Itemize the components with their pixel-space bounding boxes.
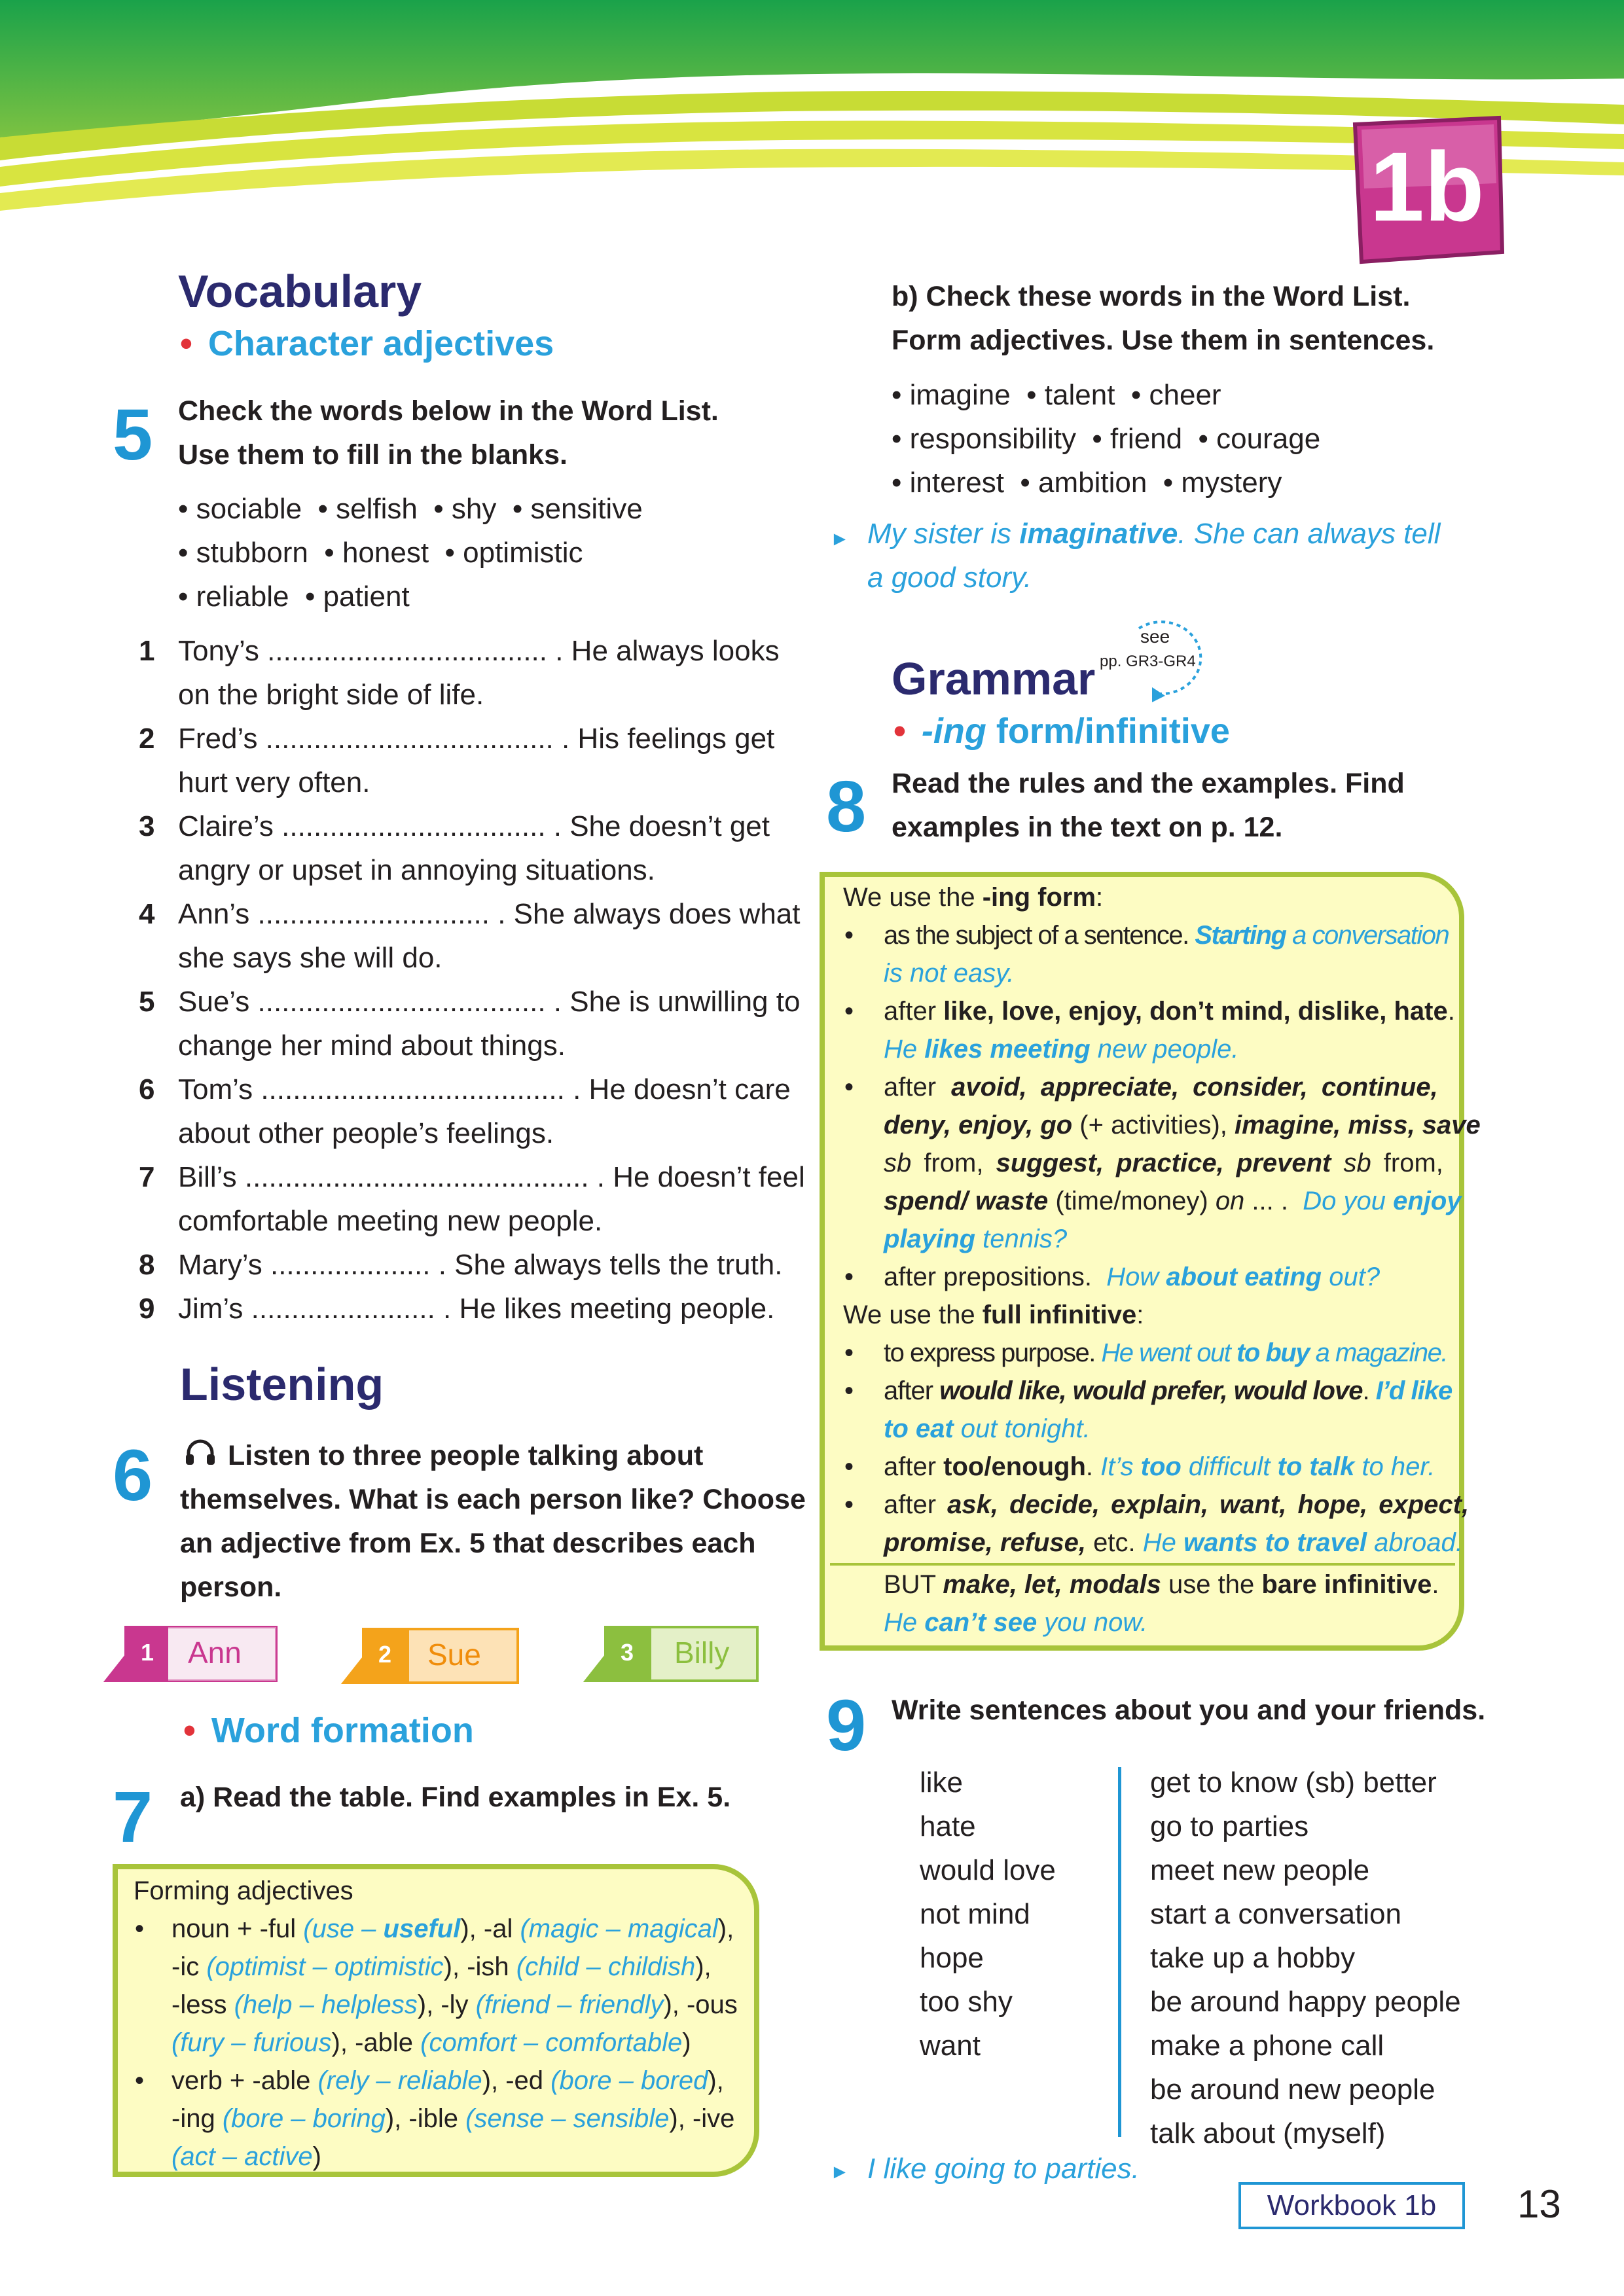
unit-label: 1b	[1369, 132, 1485, 242]
bullet: •	[135, 1914, 145, 1943]
ex5-word-list-3: • reliable • patient	[178, 581, 410, 613]
rule-line: spend/ waste (time/money) on ... . Do you enjoy	[884, 1187, 1462, 1215]
ex5-word-list-1: • sociable • selfish • shy • sensitive	[178, 493, 643, 525]
rule-line: deny, enjoy, go (+ activities), imagine, miss, save	[884, 1111, 1481, 1139]
bullet-dot: •	[893, 711, 906, 751]
item-text: Sue’s .................................... . She is unwilling to	[178, 986, 801, 1018]
list-item: like	[920, 1767, 964, 1799]
item-number: 5	[139, 986, 155, 1018]
ex7b-instruction-2: Form adjectives. Use them in sentences.	[892, 325, 1435, 356]
bullet: •	[844, 1452, 854, 1481]
item-text: about other people’s feelings.	[178, 1117, 554, 1149]
ex5-instruction-2: Use them to fill in the blanks.	[178, 439, 568, 471]
tab-number: 1	[141, 1639, 154, 1666]
ex7b-instruction-1: b) Check these words in the Word List.	[892, 281, 1411, 312]
tab-label: Billy	[674, 1636, 730, 1670]
list-item: start a conversation	[1150, 1898, 1401, 1930]
bullet: •	[844, 1073, 854, 1102]
list-item: be around new people	[1150, 2073, 1435, 2106]
item-number: 4	[139, 898, 155, 930]
example-arrow-icon: ►	[830, 2161, 850, 2183]
list-item: would love	[920, 1854, 1056, 1886]
ex6-instruction-2: themselves. What is each person like? Choose	[180, 1484, 806, 1515]
rule-line: playing tennis?	[884, 1225, 1068, 1253]
vocabulary-title: Vocabulary	[178, 266, 422, 317]
list-item: meet new people	[1150, 1854, 1370, 1886]
grammar-subtitle	[893, 713, 1230, 749]
column-divider	[1118, 1767, 1121, 2137]
box-title: Forming adjectives	[134, 1876, 353, 1905]
bullet: •	[844, 997, 854, 1026]
bullet-dot: •	[183, 1711, 196, 1750]
box-line: -ing (bore – boring), -ible (sense – sensible), -ive	[171, 2104, 735, 2133]
item-text: Tony’s ................................... . He always looks	[178, 635, 780, 667]
item-text: change her mind about things.	[178, 1030, 566, 1062]
list-item: too shy	[920, 1986, 1013, 2018]
rule-line: after ask, decide, explain, want, hope, expect,	[884, 1490, 1470, 1519]
bullet: •	[844, 1490, 854, 1519]
rule-line: sb from, suggest, practice, prevent sb from,	[884, 1149, 1443, 1177]
subtitle-text: Character adjectives	[208, 324, 554, 363]
rule-line: after prepositions. How about eating out?	[884, 1263, 1380, 1291]
tab-number: 3	[621, 1639, 634, 1666]
speaker-tab-sue[interactable]	[337, 1625, 520, 1684]
exercise-number: 9	[826, 1685, 867, 1766]
vocabulary-subtitle	[180, 326, 554, 361]
word-formation-subtitle	[183, 1713, 474, 1748]
item-number: 3	[139, 810, 155, 842]
item-text: Tom’s ...................................... . He doesn’t care	[178, 1073, 791, 1105]
workbook-reference[interactable]: Workbook 1b	[1238, 2182, 1465, 2229]
rule-line: He can’t see you now.	[884, 1608, 1148, 1637]
bullet-dot: •	[180, 324, 192, 363]
ex7b-example-2: a good story.	[867, 562, 1032, 594]
ex6-instruction-3: an adjective from Ex. 5 that describes each	[180, 1528, 756, 1559]
grammar-reference	[1100, 612, 1218, 704]
see-label: see	[1140, 626, 1170, 647]
tab-label: Sue	[427, 1638, 481, 1672]
item-number: 1	[139, 635, 155, 667]
ex7b-example-1: My sister is imaginative. She can always tell	[867, 518, 1441, 550]
list-item: be around happy people	[1150, 1986, 1461, 2018]
exercise-number: 6	[113, 1435, 153, 1516]
box-line: -ic (optimist – optimistic), -ish (child – childish),	[171, 1952, 712, 1981]
example-arrow-icon: ►	[830, 528, 850, 550]
ex7b-word-list-2: • responsibility • friend • courage	[892, 423, 1321, 455]
bullet: •	[844, 1376, 854, 1405]
ex8-instruction-2: examples in the text on p. 12.	[892, 812, 1283, 843]
box-line: (act – active)	[171, 2142, 321, 2171]
ex8-instruction-1: Read the rules and the examples. Find	[892, 768, 1405, 799]
rule-line: after too/enough. It’s too difficult to talk to her.	[884, 1452, 1435, 1481]
item-text: comfortable meeting new people.	[178, 1205, 603, 1237]
pages-link[interactable]: pp. GR3-GR4	[1100, 653, 1196, 670]
rule-line: We use the full infinitive:	[843, 1300, 1144, 1329]
grammar-title: Grammar	[892, 653, 1096, 704]
subtitle-text: Word formation	[211, 1711, 474, 1750]
rule-line: to eat out tonight.	[884, 1414, 1091, 1443]
list-item: talk about (myself)	[1150, 2117, 1386, 2149]
list-item: take up a hobby	[1150, 1942, 1356, 1974]
instruction-text: Listen to three people talking about	[228, 1440, 704, 1471]
forming-adjectives-box	[113, 1864, 759, 2177]
speaker-tab-billy[interactable]	[579, 1623, 759, 1682]
ex7-instruction: a) Read the table. Find examples in Ex. 5.	[180, 1782, 731, 1813]
rule-line: We use the -ing form:	[843, 883, 1104, 912]
box-line: -less (help – helpless), -ly (friend – friendly), -ous	[171, 1990, 738, 2019]
bullet: •	[844, 1338, 854, 1367]
bullet: •	[844, 1263, 854, 1291]
headphones-icon[interactable]	[185, 1435, 216, 1479]
list-item: not mind	[920, 1898, 1030, 1930]
tab-label: Ann	[188, 1636, 242, 1670]
ex9-left-column	[920, 1761, 1129, 2075]
item-text: angry or upset in annoying situations.	[178, 854, 655, 886]
subtitle-text: form/infinitive	[986, 711, 1230, 751]
page-number: 13	[1517, 2182, 1561, 2226]
list-item: get to know (sb) better	[1150, 1767, 1437, 1799]
rule-line: BUT make, let, modals use the bare infinitive.	[884, 1570, 1439, 1599]
box-line: noun + -ful (use – useful), -al (magic – magical),	[171, 1914, 734, 1943]
rule-line: to express purpose. He went out to buy a magazine.	[884, 1338, 1448, 1367]
speaker-tab-ann[interactable]	[99, 1623, 278, 1682]
tab-number: 2	[378, 1641, 392, 1668]
ex9-instruction: Write sentences about you and your friends.	[892, 1695, 1486, 1726]
item-text: Mary’s .................... . She always tells the truth.	[178, 1249, 783, 1281]
tab-shape	[579, 1623, 759, 1686]
list-item: hope	[920, 1942, 984, 1974]
exercise-number: 8	[826, 766, 867, 847]
box-line: verb + -able (rely – reliable), -ed (bore – bored),	[171, 2066, 724, 2095]
item-text: on the bright side of life.	[178, 679, 484, 711]
item-number: 2	[139, 723, 155, 755]
item-number: 7	[139, 1161, 155, 1193]
item-text: hurt very often.	[178, 766, 370, 798]
box-line: (fury – furious), -able (comfort – comfortable)	[171, 2028, 691, 2057]
bullet: •	[135, 2066, 145, 2095]
item-text: Bill’s ........................................... . He doesn’t feel	[178, 1161, 805, 1193]
list-item: hate	[920, 1810, 976, 1842]
listening-title: Listening	[180, 1359, 384, 1410]
rule-line: after would like, would prefer, would love. I’d like	[884, 1376, 1453, 1405]
list-item: go to parties	[1150, 1810, 1309, 1842]
item-text: Ann’s ............................. . She always does what	[178, 898, 801, 930]
list-item: make a phone call	[1150, 2030, 1384, 2062]
ex5-instruction-1: Check the words below in the Word List.	[178, 395, 719, 427]
ex9-right-column	[1150, 1761, 1490, 2160]
ex7b-word-list-3: • interest • ambition • mystery	[892, 467, 1282, 499]
rule-line: after avoid, appreciate, consider, continue,	[884, 1073, 1438, 1102]
exercise-number: 7	[113, 1777, 153, 1857]
exercise-number: 5	[113, 395, 153, 475]
item-number: 6	[139, 1073, 155, 1105]
item-number: 9	[139, 1293, 155, 1325]
item-number: 8	[139, 1249, 155, 1281]
list-item: want	[920, 2030, 981, 2062]
ex7b-word-list-1: • imagine • talent • cheer	[892, 379, 1221, 411]
bullet: •	[844, 921, 854, 950]
ex9-example: I like going to parties.	[867, 2153, 1140, 2185]
ex5-word-list-2: • stubborn • honest • optimistic	[178, 537, 583, 569]
unit-badge	[1342, 111, 1512, 268]
subtitle-italic: -ing	[921, 711, 986, 751]
rule-line: He likes meeting new people.	[884, 1035, 1239, 1064]
item-text: Claire’s ................................. . She doesn’t get	[178, 810, 770, 842]
rule-line: as the subject of a sentence. Starting a conversation	[884, 921, 1449, 950]
item-text: she says she will do.	[178, 942, 442, 974]
grammar-rules-box	[820, 872, 1481, 1651]
ex6-instruction-4: person.	[180, 1571, 282, 1603]
rule-line: is not easy.	[884, 959, 1015, 988]
item-text: Fred’s .................................... . His feelings get	[178, 723, 775, 755]
rule-line: promise, refuse, etc. He wants to travel abroad.	[884, 1528, 1463, 1557]
ex5-items	[139, 629, 805, 1325]
rule-line: after like, love, enjoy, don’t mind, dislike, hate.	[884, 997, 1455, 1026]
item-text: Jim’s ....................... . He likes meeting people.	[178, 1293, 775, 1325]
ex6-instruction-1	[185, 1434, 703, 1479]
